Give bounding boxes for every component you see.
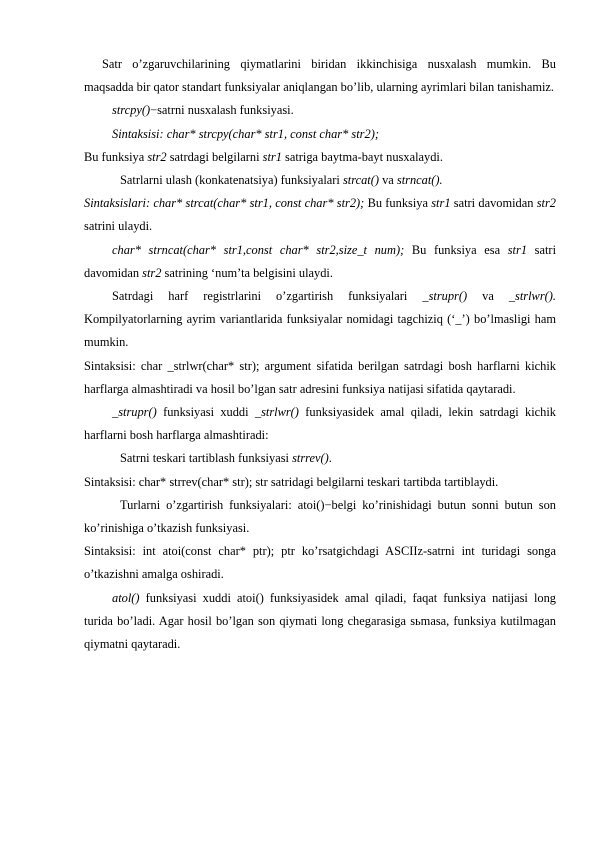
italic-code-text: strlwr(). bbox=[515, 289, 556, 304]
paragraph-p6 bbox=[84, 192, 556, 238]
italic-code-text: str1 bbox=[262, 149, 282, 164]
document-page bbox=[84, 53, 556, 656]
body-text: −satrni nusxalash funksiyasi. bbox=[150, 103, 294, 118]
body-text: satrini ulaydi. bbox=[84, 219, 153, 234]
body-text: funksiyasi xuddi atoi() funksiyasidek amal qiladi, faqat funksiya natijasi long turida bo’ladi. Agar hosil bo’lgan son qiymati long chegarasiga sьmasa, funksiya kutilmagan qiymatni qaytaradi. bbox=[84, 590, 556, 652]
paragraph-p5 bbox=[84, 169, 556, 192]
italic-code-text: str2 bbox=[536, 196, 556, 211]
body-text: satri davomidan bbox=[450, 196, 537, 211]
italic-code-text: str1 bbox=[431, 196, 451, 211]
paragraph-p15 bbox=[84, 587, 556, 657]
italic-code-text: str2 bbox=[142, 265, 162, 280]
body-text: Turlarni o’zgartirish funksiyalari: atoi()−belgi ko’rinishidagi butun sonni butun son ko’rinishiga o’tkazish funksiyasi. bbox=[84, 497, 556, 536]
paragraph-p11 bbox=[84, 447, 556, 470]
paragraph-p4 bbox=[84, 146, 556, 169]
body-text: satri davomidan bbox=[84, 242, 557, 280]
italic-code-text: strupr() bbox=[428, 289, 468, 304]
paragraph-p1 bbox=[84, 53, 556, 99]
italic-code-text: strcat() bbox=[342, 173, 379, 188]
paragraph-p13 bbox=[84, 494, 556, 540]
body-text: va _ bbox=[467, 289, 516, 304]
body-text: Sintaksisi: int atoi(const char* ptr); ptr ko’rsatgichdagi ASCIIz-satrni int turidagi songa o’tkazishni amalga oshiradi. bbox=[84, 544, 556, 582]
body-text: Sintaksisi: char _strlwr(char* str); argument sifatida berilgan satrdagi bosh harflarni kichik harflarga almashtiradi va hosil bo’lgan satr adresini funksiya natijasi sifatida qaytaradi. bbox=[84, 358, 556, 396]
paragraph-p7 bbox=[84, 239, 556, 285]
paragraph-p2 bbox=[84, 99, 556, 122]
paragraph-p14 bbox=[84, 540, 556, 586]
italic-code-text: Sintaksisi: char* strcpy(char* str1, const char* str2); bbox=[112, 126, 379, 141]
italic-code-text: Sintaksislari: char* strcat(char* str1, const char* str2); bbox=[84, 196, 365, 211]
body-text: Satrdagi harf registrlarini o’zgartirish funksiyalari _ bbox=[112, 289, 429, 304]
italic-code-text: char* strncat(char* str1,const char* str2,size_t num); bbox=[112, 242, 405, 257]
body-text: va bbox=[379, 173, 397, 188]
paragraph-p8 bbox=[84, 285, 556, 355]
paragraph-p9 bbox=[84, 355, 556, 401]
body-text: Bu funksiya bbox=[364, 196, 432, 211]
body-text: Kompilyatorlarning ayrim variantlarida funksiyalar nomidagi tagchiziq (‘_’) bo’lmasligi ham mumkin. bbox=[84, 312, 556, 350]
italic-code-text: strrev() bbox=[292, 451, 329, 466]
body-text: Sintaksisi: char* strrev(char* str); str satridagi belgilarni teskari tartibda tartiblaydi. bbox=[84, 474, 499, 489]
paragraph-p3 bbox=[84, 123, 556, 146]
italic-code-text: strlwr() bbox=[261, 405, 299, 420]
body-text: Satr o’zgaruvchilarining qiymatlarini biridan ikkinchisiga nusxalash mumkin. Bu maqsadda bir qator standart funksiyalar aniqlangan bo’lib, ularning ayrimlari bilan tanishamiz. bbox=[84, 57, 556, 95]
italic-code-text: strncat(). bbox=[396, 173, 443, 188]
body-text: funksiyasidek amal qiladi, lekin satrdagi kichik harflarni bosh harflarga almashtiradi: bbox=[84, 405, 556, 443]
italic-code-text: str2 bbox=[147, 149, 167, 164]
body-text: . bbox=[328, 451, 332, 466]
body-text: satriga baytma-bayt nusxalaydi. bbox=[281, 149, 443, 164]
body-text: satrdagi belgilarni bbox=[166, 149, 263, 164]
italic-code-text: atol() bbox=[112, 590, 140, 605]
paragraph-p10 bbox=[84, 401, 556, 447]
body-text: satrining ‘num’ta belgisini ulaydi. bbox=[161, 265, 333, 280]
body-text: _ bbox=[112, 405, 119, 420]
paragraph-p12 bbox=[84, 471, 556, 494]
italic-code-text: strupr() bbox=[118, 405, 157, 420]
italic-code-text: strcpy() bbox=[112, 103, 151, 118]
body-text: Satrlarni ulash (konkatenatsiya) funksiyalari bbox=[120, 173, 343, 188]
body-text: funksiyasi xuddi _ bbox=[156, 405, 262, 420]
body-text: Bu funksiya bbox=[84, 149, 148, 164]
body-text: Satrni teskari tartiblash funksiyasi bbox=[120, 451, 293, 466]
italic-code-text: str1 bbox=[507, 242, 528, 257]
body-text: Bu funksiya esa bbox=[404, 242, 508, 257]
